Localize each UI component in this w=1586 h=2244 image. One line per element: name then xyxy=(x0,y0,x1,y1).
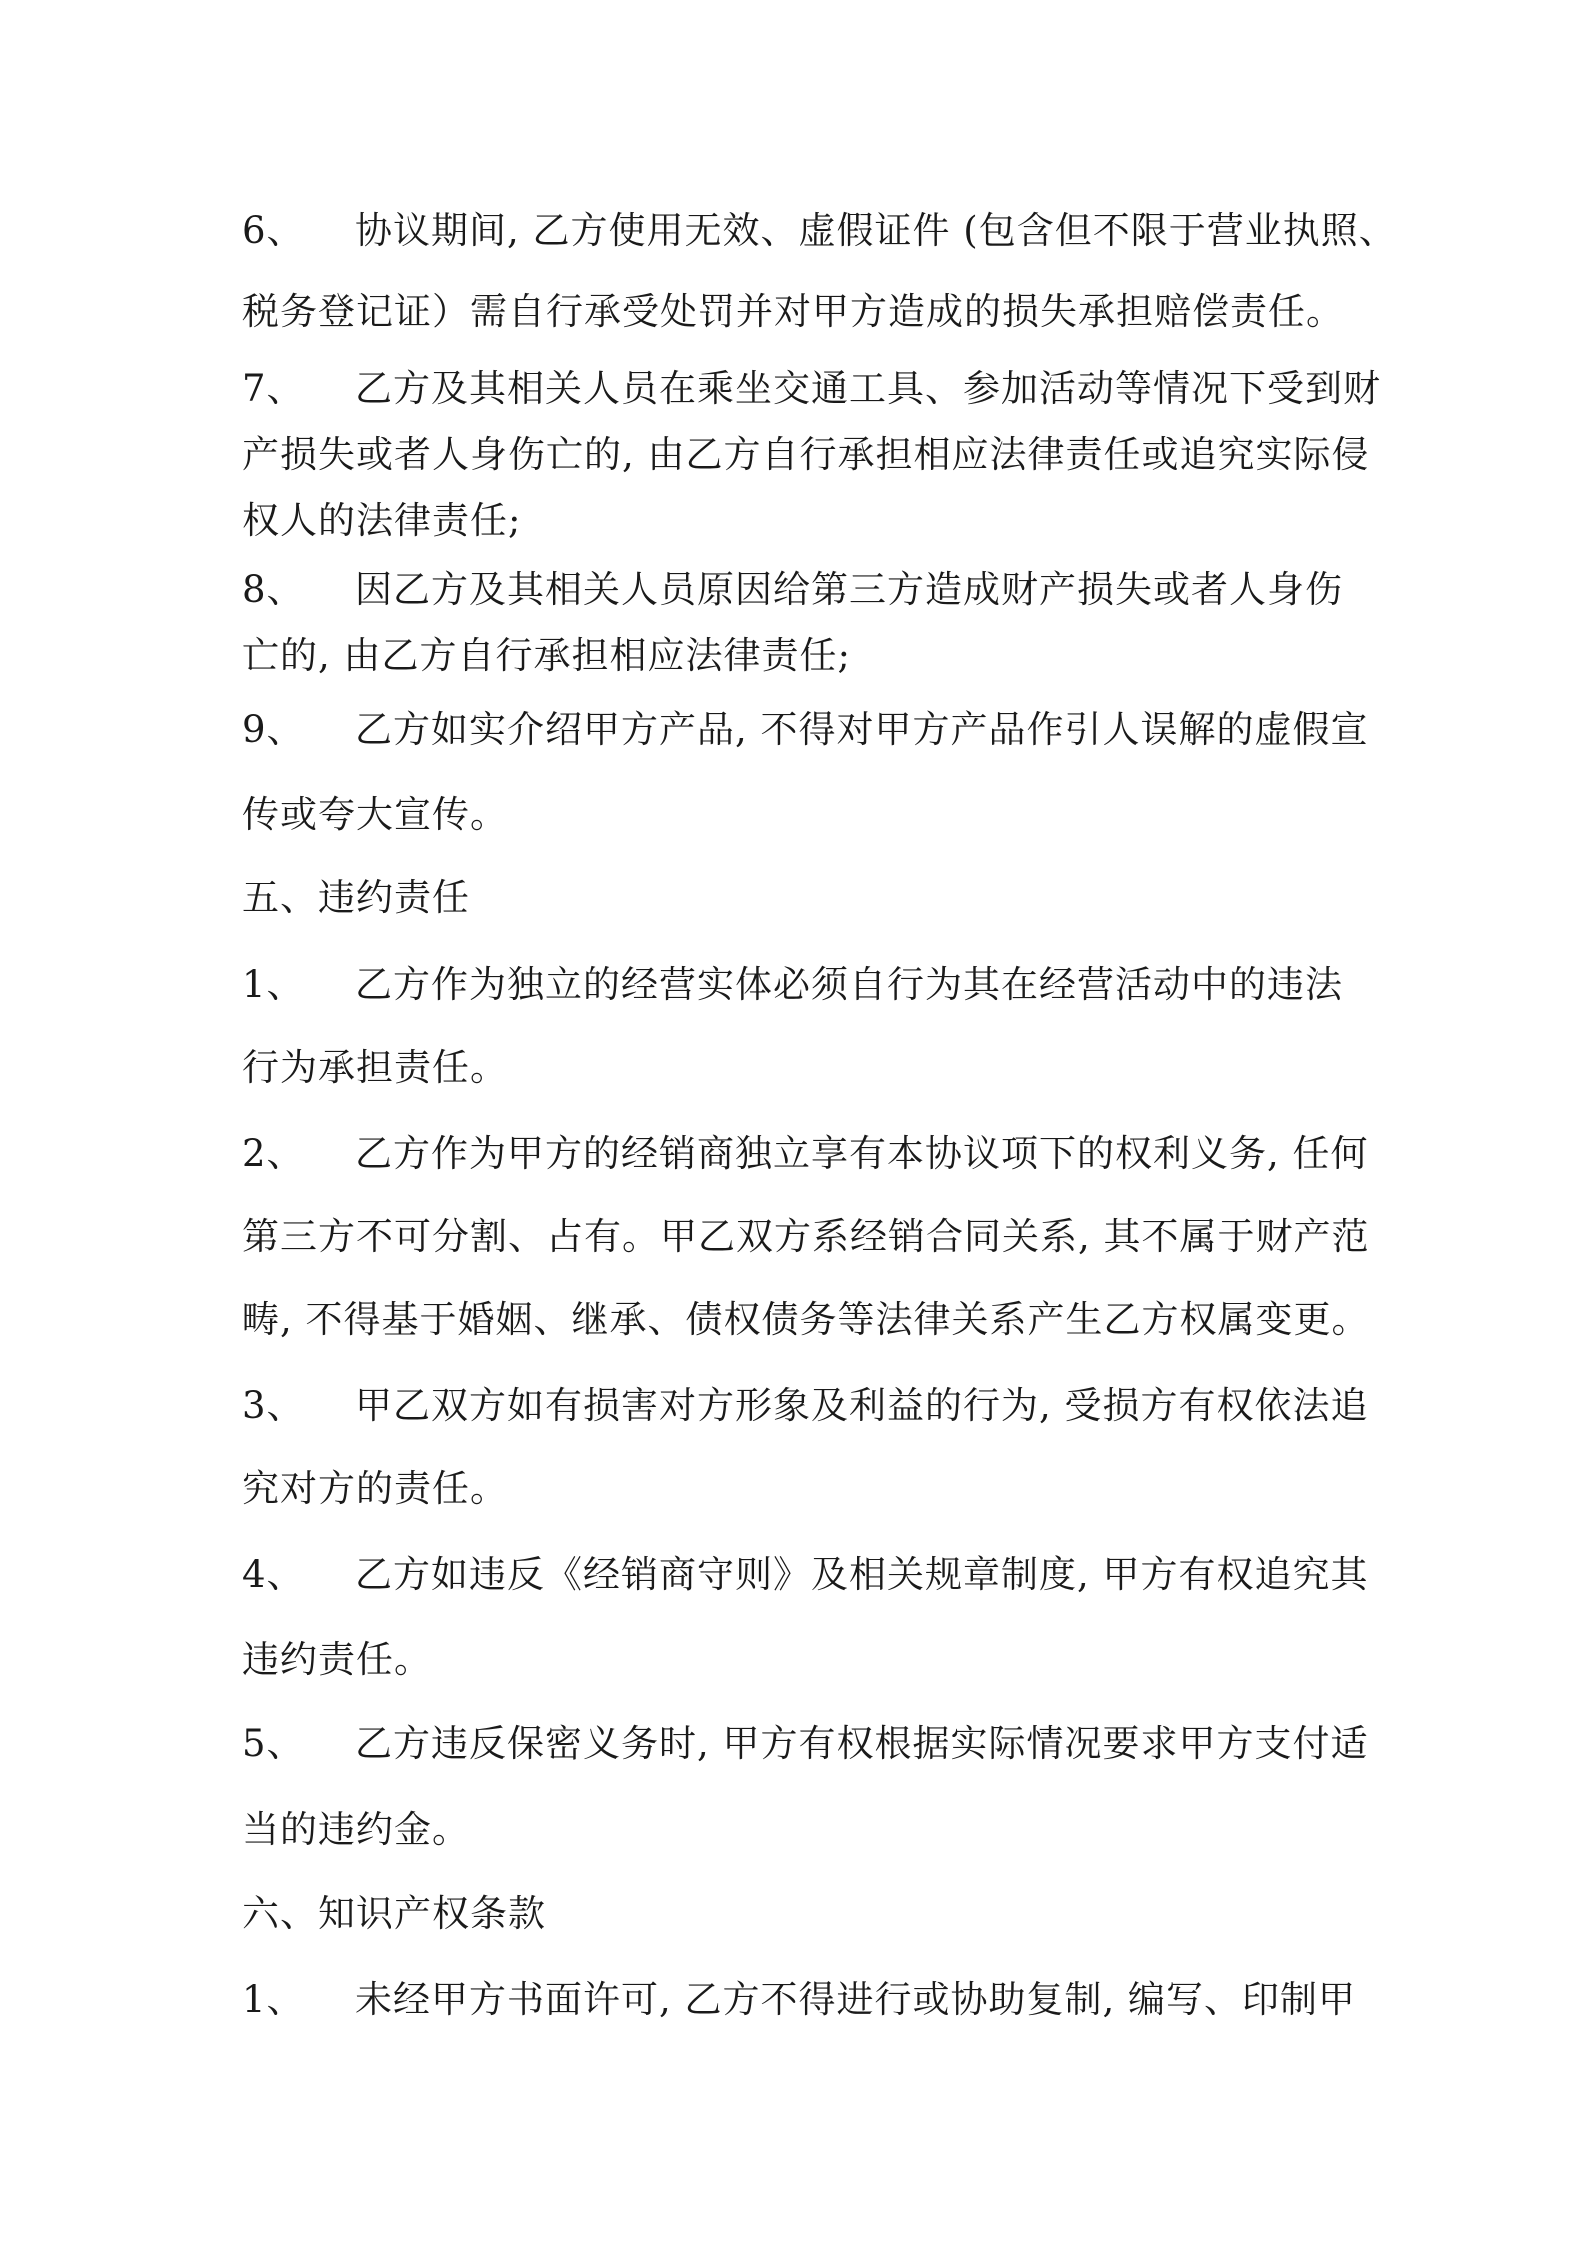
clause-text: 甲乙双方如有损害对方形象及利益的行为, 受损方有权依法追 xyxy=(355,1384,1369,1427)
clause-text: 乙方作为甲方的经销商独立享有本协议项下的权利义务, 任何 xyxy=(355,1132,1369,1175)
clause-number: 6、 xyxy=(242,209,305,252)
breach-clause-3-line-1 xyxy=(242,1382,1369,1430)
breach-clause-1-line-1 xyxy=(242,961,1343,1009)
clause-text: 亡的, 由乙方自行承担相应法律责任; xyxy=(242,634,851,677)
clause-text: 产损失或者人身伤亡的, 由乙方自行承担相应法律责任或追究实际侵 xyxy=(242,433,1370,476)
clause-text: 乙方作为独立的经营实体必须自行为其在经营活动中的违法 xyxy=(355,963,1343,1006)
breach-clause-2-line-1 xyxy=(242,1130,1369,1178)
clause-6-line-1 xyxy=(242,207,1397,255)
breach-clause-3-line-2 xyxy=(242,1465,508,1513)
breach-clause-5-line-1 xyxy=(242,1720,1369,1768)
clause-text: 税务登记证）需自行承受处罚并对甲方造成的损失承担赔偿责任。 xyxy=(242,290,1344,333)
clause-text: 究对方的责任。 xyxy=(242,1467,508,1510)
breach-clause-2-line-2 xyxy=(242,1213,1370,1261)
clause-number: 1、 xyxy=(242,963,305,1006)
clause-6-line-2 xyxy=(242,288,1344,336)
clause-number: 5、 xyxy=(242,1722,305,1765)
clause-text: 传或夸大宣传。 xyxy=(242,793,508,836)
clause-text: 第三方不可分割、占有。甲乙双方系经销合同关系, 其不属于财产范 xyxy=(242,1215,1370,1258)
clause-text: 乙方及其相关人员在乘坐交通工具、参加活动等情况下受到财 xyxy=(355,367,1381,410)
clause-text: 协议期间, 乙方使用无效、虚假证件 (包含但不限于营业执照、 xyxy=(355,209,1397,252)
clause-number: 4、 xyxy=(242,1553,305,1596)
clause-9-line-1 xyxy=(242,706,1369,754)
section-title: 五、违约责任 xyxy=(242,876,470,919)
breach-clause-4-line-2 xyxy=(242,1636,432,1684)
clause-text: 因乙方及其相关人员原因给第三方造成财产损失或者人身伤 xyxy=(355,568,1343,611)
clause-text: 乙方如实介绍甲方产品, 不得对甲方产品作引人误解的虚假宣 xyxy=(355,708,1369,751)
clause-number: 7、 xyxy=(242,367,305,410)
ip-clause-1-line-1 xyxy=(242,1976,1356,2024)
breach-clause-4-line-1 xyxy=(242,1551,1369,1599)
clause-8-line-1 xyxy=(242,566,1343,614)
section-heading-breach xyxy=(242,874,470,922)
clause-7-line-2 xyxy=(242,431,1370,479)
clause-8-line-2 xyxy=(242,632,851,680)
clause-text: 未经甲方书面许可, 乙方不得进行或协助复制, 编写、印制甲 xyxy=(355,1978,1357,2021)
clause-number: 2、 xyxy=(242,1132,305,1175)
breach-clause-2-line-3 xyxy=(242,1296,1370,1344)
clause-text: 乙方违反保密义务时, 甲方有权根据实际情况要求甲方支付适 xyxy=(355,1722,1369,1765)
clause-text: 乙方如违反《经销商守则》及相关规章制度, 甲方有权追究其 xyxy=(355,1553,1369,1596)
clause-text: 违约责任。 xyxy=(242,1638,432,1681)
section-title: 六、知识产权条款 xyxy=(242,1892,546,1935)
clause-number: 8、 xyxy=(242,568,305,611)
breach-clause-1-line-2 xyxy=(242,1044,508,1092)
section-heading-ip xyxy=(242,1890,546,1938)
clause-text: 行为承担责任。 xyxy=(242,1046,508,1089)
clause-number: 1、 xyxy=(242,1978,305,2021)
clause-text: 权人的法律责任; xyxy=(242,499,522,542)
clause-number: 3、 xyxy=(242,1384,305,1427)
breach-clause-5-line-2 xyxy=(242,1806,470,1854)
clause-number: 9、 xyxy=(242,708,305,751)
clause-7-line-3 xyxy=(242,497,521,545)
clause-9-line-2 xyxy=(242,791,508,839)
clause-7-line-1 xyxy=(242,365,1381,413)
clause-text: 畴, 不得基于婚姻、继承、债权债务等法律关系产生乙方权属变更。 xyxy=(242,1298,1370,1341)
clause-text: 当的违约金。 xyxy=(242,1808,470,1851)
